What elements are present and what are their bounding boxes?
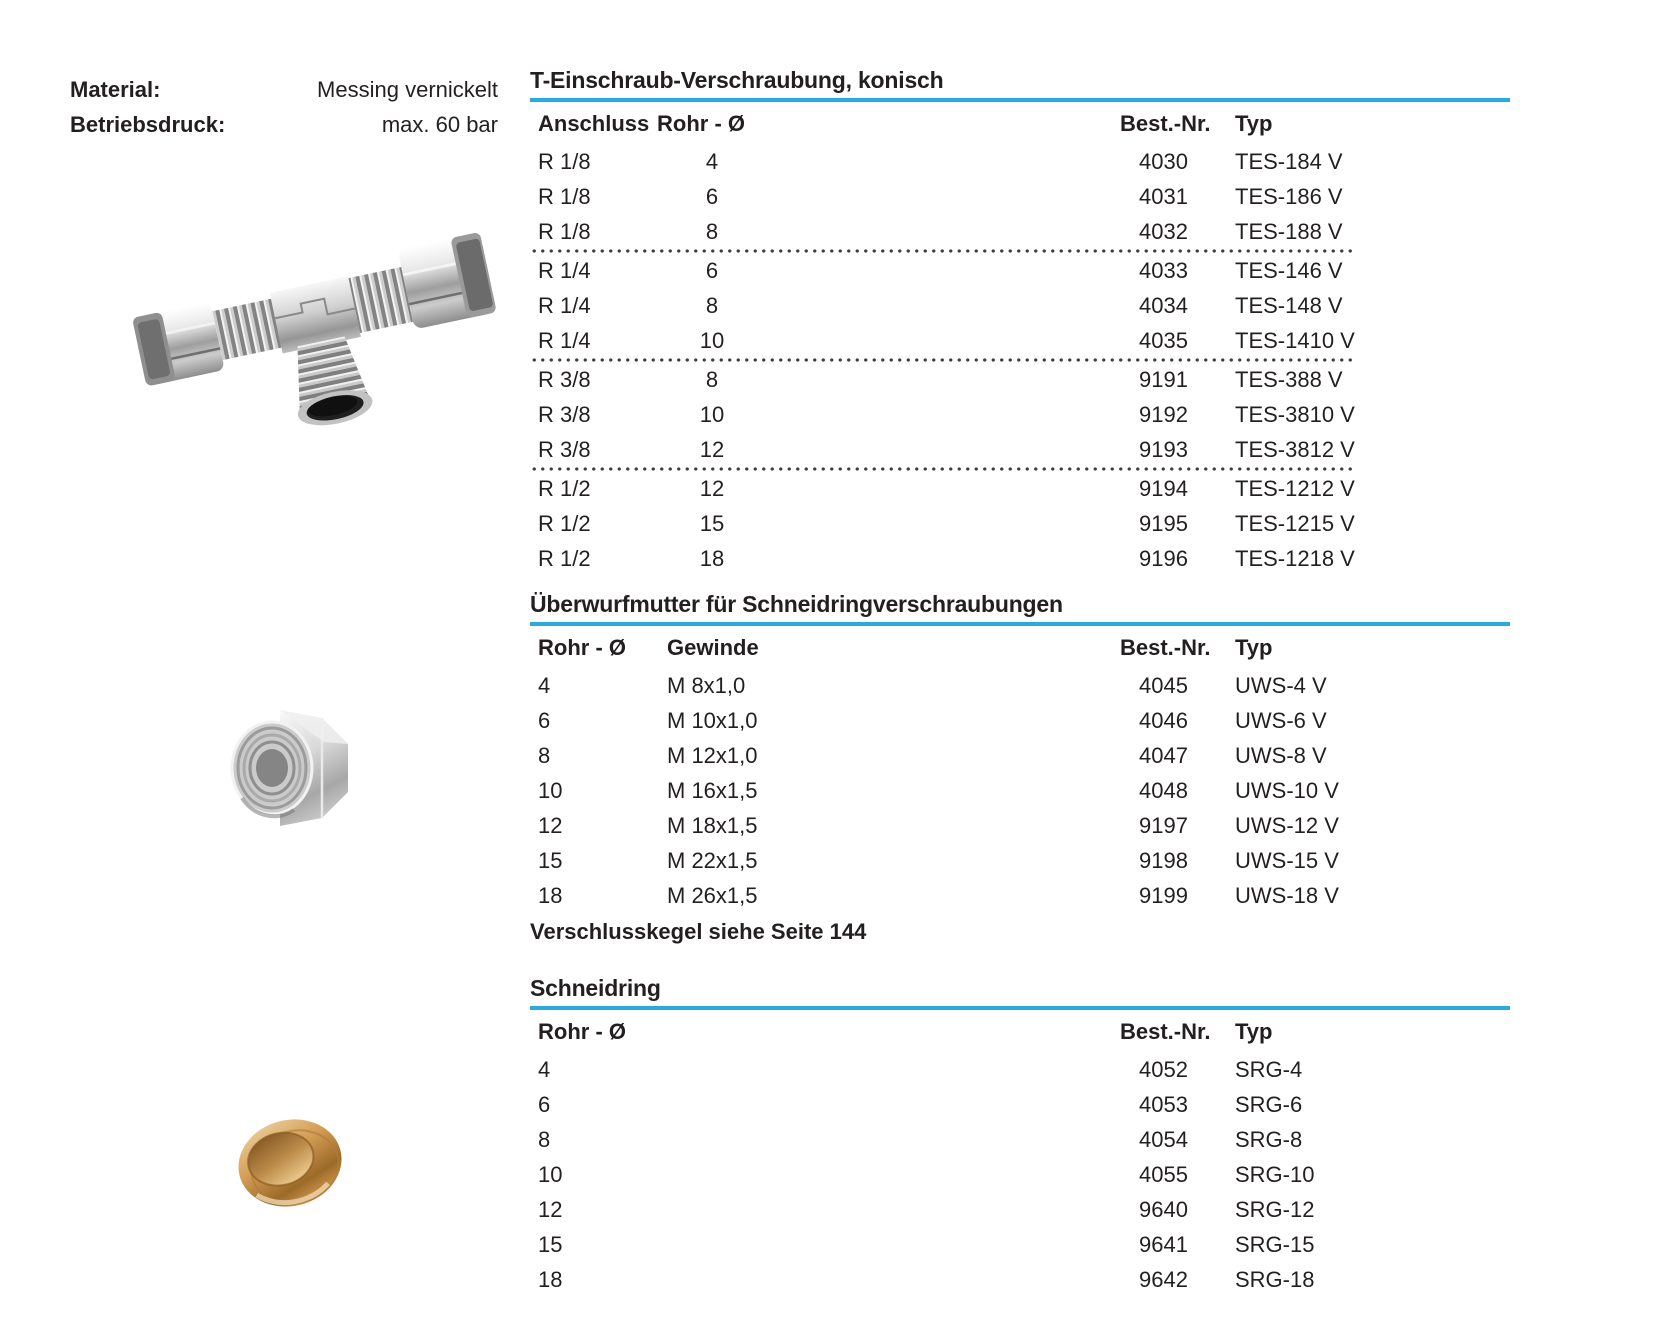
table-cell: 9196: [1139, 545, 1188, 571]
spec-row-betriebsdruck: [70, 107, 498, 142]
table-cell: SRG-15: [1235, 1231, 1315, 1257]
table-row: [530, 843, 1510, 878]
table-cell: 4033: [1139, 257, 1188, 283]
spec-value-betriebsdruck: max. 60 bar: [381, 112, 498, 137]
table-cell: 4052: [1139, 1056, 1188, 1082]
table-body: [530, 668, 1510, 913]
table-cell: 8: [705, 292, 719, 318]
table-cell: 10: [699, 401, 725, 427]
table-cell: 10: [538, 777, 563, 803]
title-rule: [530, 1006, 1510, 1010]
spec-label-material: Material:: [70, 77, 161, 102]
table-header-row: [530, 104, 1510, 144]
t-fitting-illustration: [120, 230, 510, 442]
table-cell: 4047: [1139, 742, 1188, 768]
table-cell: R 1/4: [538, 257, 591, 283]
table-cell: 6: [538, 707, 551, 733]
table-cell: TES-188 V: [1235, 218, 1343, 244]
cutting-ring-illustration: [230, 1108, 350, 1218]
table-cell: SRG-4: [1235, 1056, 1303, 1082]
column-header: Best.-Nr.: [1120, 111, 1211, 136]
table-cell: UWS-6 V: [1235, 707, 1327, 733]
table-row: [530, 144, 1510, 179]
table-cell: 12: [538, 1196, 563, 1222]
table-body: [530, 144, 1510, 576]
table-cell: R 1/2: [538, 475, 591, 501]
table-row: [530, 1192, 1510, 1227]
table-cell: TES-186 V: [1235, 183, 1343, 209]
spec-label-betriebsdruck: Betriebsdruck:: [70, 112, 226, 137]
table-cell: TES-1218 V: [1235, 545, 1355, 571]
table-row: [530, 878, 1510, 913]
column-header: Best.-Nr.: [1120, 635, 1211, 660]
table-row: [530, 1157, 1510, 1192]
spec-row-material: [70, 72, 498, 107]
table-cell: R 1/8: [538, 183, 591, 209]
table-footnote: Verschlusskegel siehe Seite 144: [530, 919, 867, 944]
column-header: Rohr - Ø: [538, 1019, 626, 1044]
table-cell: 4035: [1139, 327, 1188, 353]
table-cell: 18: [699, 545, 725, 571]
table-cell: R 1/2: [538, 510, 591, 536]
table-row: [530, 362, 1510, 397]
table-cell: M 16x1,5: [667, 777, 758, 803]
table-cell: 4053: [1139, 1091, 1188, 1117]
table-cell: SRG-6: [1235, 1091, 1303, 1117]
table-cell: 10: [699, 327, 725, 353]
table-cell: M 18x1,5: [667, 812, 758, 838]
table-cell: SRG-10: [1235, 1161, 1315, 1187]
table-cell: M 8x1,0: [667, 672, 746, 698]
table-cell: 8: [705, 218, 719, 244]
table-cell: 8: [538, 1126, 551, 1152]
column-header: Best.-Nr.: [1120, 1019, 1211, 1044]
table-body: [530, 1052, 1510, 1297]
table-cell: 9195: [1139, 510, 1188, 536]
table-cell: 9191: [1139, 366, 1188, 392]
table-cell: TES-146 V: [1235, 257, 1343, 283]
column-header: Rohr - Ø: [657, 111, 745, 136]
table-cell: 10: [538, 1161, 563, 1187]
table-row: [530, 214, 1510, 249]
table-cell: 9642: [1139, 1266, 1188, 1292]
table-cell: 15: [538, 1231, 563, 1257]
table-cell: 4: [538, 1056, 551, 1082]
table-row: [530, 1227, 1510, 1262]
table-row: [530, 541, 1510, 576]
table-cell: UWS-8 V: [1235, 742, 1327, 768]
table-row: [530, 1122, 1510, 1157]
table-cell: 4034: [1139, 292, 1188, 318]
column-header: Anschluss: [538, 111, 650, 136]
column-header: Typ: [1235, 111, 1273, 136]
table-cell: 4031: [1139, 183, 1188, 209]
table-cell: 15: [538, 847, 563, 873]
table-row: [530, 506, 1510, 541]
table-cell: R 1/2: [538, 545, 591, 571]
column-header: Gewinde: [667, 635, 759, 660]
table-cell: 4055: [1139, 1161, 1188, 1187]
table-cell: 9193: [1139, 436, 1188, 462]
table-row: [530, 253, 1510, 288]
table-row: [530, 703, 1510, 738]
table-cell: TES-3810 V: [1235, 401, 1355, 427]
table-cell: R 3/8: [538, 366, 591, 392]
table-row: [530, 738, 1510, 773]
table-cell: TES-1215 V: [1235, 510, 1355, 536]
table-cell: 12: [538, 812, 563, 838]
union-nut-illustration: [228, 702, 352, 830]
table-cell: 9194: [1139, 475, 1188, 501]
table-row: [530, 397, 1510, 432]
table-cell: R 1/4: [538, 292, 591, 318]
table-t-einschraub-verschraubung: [530, 64, 1510, 576]
t-fitting-photo: [120, 230, 510, 442]
table-cell: 6: [538, 1091, 551, 1117]
table-title: Überwurfmutter für Schneidringverschraubungen: [530, 591, 1063, 617]
table-cell: TES-388 V: [1235, 366, 1343, 392]
table-cell: R 1/8: [538, 148, 591, 174]
table-cell: 4046: [1139, 707, 1188, 733]
table-cell: SRG-12: [1235, 1196, 1315, 1222]
table-cell: 12: [699, 436, 725, 462]
table-cell: M 10x1,0: [667, 707, 758, 733]
table-cell: 9640: [1139, 1196, 1188, 1222]
table-row: [530, 1262, 1510, 1297]
table-row: [530, 773, 1510, 808]
column-header: Typ: [1235, 1019, 1273, 1044]
table-schneidring: [530, 972, 1510, 1297]
table-cell: SRG-18: [1235, 1266, 1315, 1292]
spec-value-material: Messing vernickelt: [317, 77, 498, 102]
table-cell: UWS-18 V: [1235, 882, 1339, 908]
table-header-row: [530, 1012, 1510, 1052]
table-row: [530, 1052, 1510, 1087]
table-cell: 4: [705, 148, 719, 174]
table-cell: TES-3812 V: [1235, 436, 1355, 462]
table-cell: UWS-15 V: [1235, 847, 1339, 873]
table-row: [530, 179, 1510, 214]
table-row: [530, 1087, 1510, 1122]
table-cell: 4045: [1139, 672, 1188, 698]
table-row: [530, 668, 1510, 703]
title-rule: [530, 98, 1510, 102]
table-cell: 9198: [1139, 847, 1188, 873]
table-cell: 6: [705, 183, 719, 209]
cutting-ring-photo: [230, 1108, 350, 1218]
table-cell: 4030: [1139, 148, 1188, 174]
union-nut-photo: [228, 702, 352, 830]
table-cell: UWS-4 V: [1235, 672, 1327, 698]
table-cell: 9641: [1139, 1231, 1188, 1257]
table-cell: R 1/8: [538, 218, 591, 244]
table-cell: TES-1410 V: [1235, 327, 1355, 353]
table-cell: 8: [705, 366, 719, 392]
table-cell: 4: [538, 672, 551, 698]
table-cell: 18: [538, 882, 563, 908]
table-cell: 18: [538, 1266, 563, 1292]
table-header-row: [530, 628, 1510, 668]
table-cell: 12: [699, 475, 725, 501]
table-ueberwurfmutter: [530, 588, 1510, 951]
table-cell: TES-148 V: [1235, 292, 1343, 318]
table-cell: R 3/8: [538, 436, 591, 462]
table-cell: 4032: [1139, 218, 1188, 244]
column-header: Typ: [1235, 635, 1273, 660]
table-cell: M 12x1,0: [667, 742, 758, 768]
table-cell: 4054: [1139, 1126, 1188, 1152]
table-cell: M 26x1,5: [667, 882, 758, 908]
table-row: [530, 432, 1510, 467]
table-cell: R 3/8: [538, 401, 591, 427]
table-row: [530, 808, 1510, 843]
table-row: [530, 323, 1510, 358]
table-row: [530, 471, 1510, 506]
table-cell: 4048: [1139, 777, 1188, 803]
table-cell: 8: [538, 742, 551, 768]
table-title: Schneidring: [530, 975, 661, 1001]
table-cell: UWS-12 V: [1235, 812, 1339, 838]
table-cell: R 1/4: [538, 327, 591, 353]
table-cell: UWS-10 V: [1235, 777, 1339, 803]
table-cell: TES-1212 V: [1235, 475, 1355, 501]
table-cell: TES-184 V: [1235, 148, 1343, 174]
table-row: [530, 288, 1510, 323]
table-title: T-Einschraub-Verschraubung, konisch: [530, 67, 944, 93]
table-cell: 6: [705, 257, 719, 283]
table-cell: 15: [699, 510, 725, 536]
column-header: Rohr - Ø: [538, 635, 626, 660]
table-cell: 9192: [1139, 401, 1188, 427]
table-cell: M 22x1,5: [667, 847, 758, 873]
spec-block: [70, 72, 498, 142]
title-rule: [530, 622, 1510, 626]
table-cell: 9197: [1139, 812, 1188, 838]
table-cell: 9199: [1139, 882, 1188, 908]
table-cell: SRG-8: [1235, 1126, 1303, 1152]
